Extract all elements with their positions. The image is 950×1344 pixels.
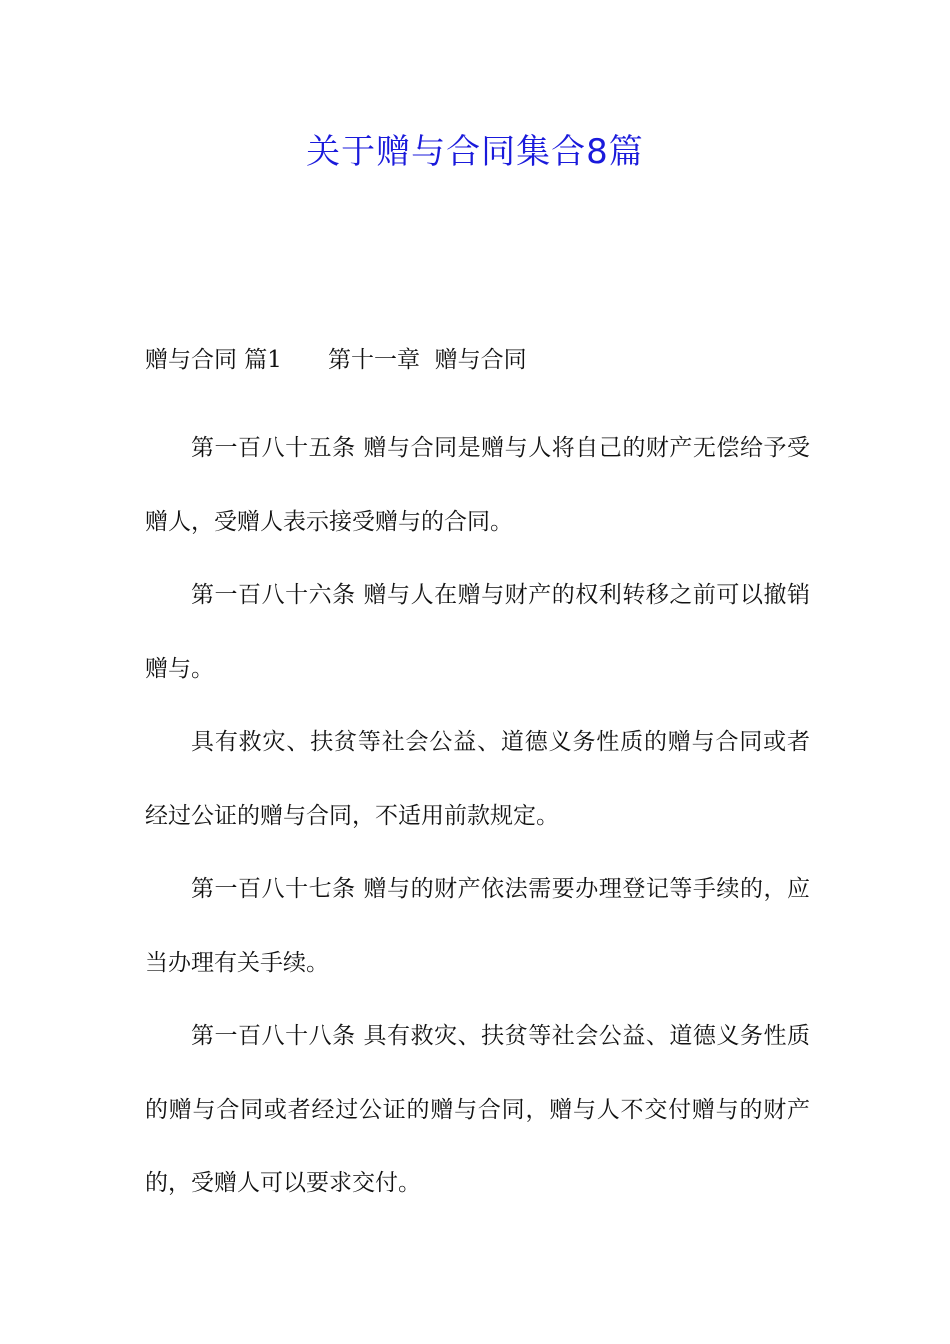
- paragraph: 第一百八十六条 赠与人在赠与财产的权利转移之前可以撤销赠与。: [145, 582, 810, 682]
- paragraph: 第一百八十五条 赠与合同是赠与人将自己的财产无偿给予受赠人，受赠人表示接受赠与的合同。: [145, 435, 810, 535]
- article-body: [145, 412, 810, 1221]
- document-title: 关于赠与合同集合8篇: [306, 132, 644, 172]
- paragraph: 具有救灾、扶贫等社会公益、道德义务性质的赠与合同或者经过公证的赠与合同，不适用前款规定。: [145, 729, 810, 829]
- section-heading: 赠与合同 篇1 第十一章 赠与合同: [145, 347, 527, 373]
- paragraph: 第一百八十七条 赠与的财产依法需要办理登记等手续的，应当办理有关手续。: [145, 876, 810, 976]
- paragraph: 第一百八十八条 具有救灾、扶贫等社会公益、道德义务性质的赠与合同或者经过公证的赠与合同，赠与人不交付赠与的财产的，受赠人可以要求交付。: [145, 1023, 810, 1196]
